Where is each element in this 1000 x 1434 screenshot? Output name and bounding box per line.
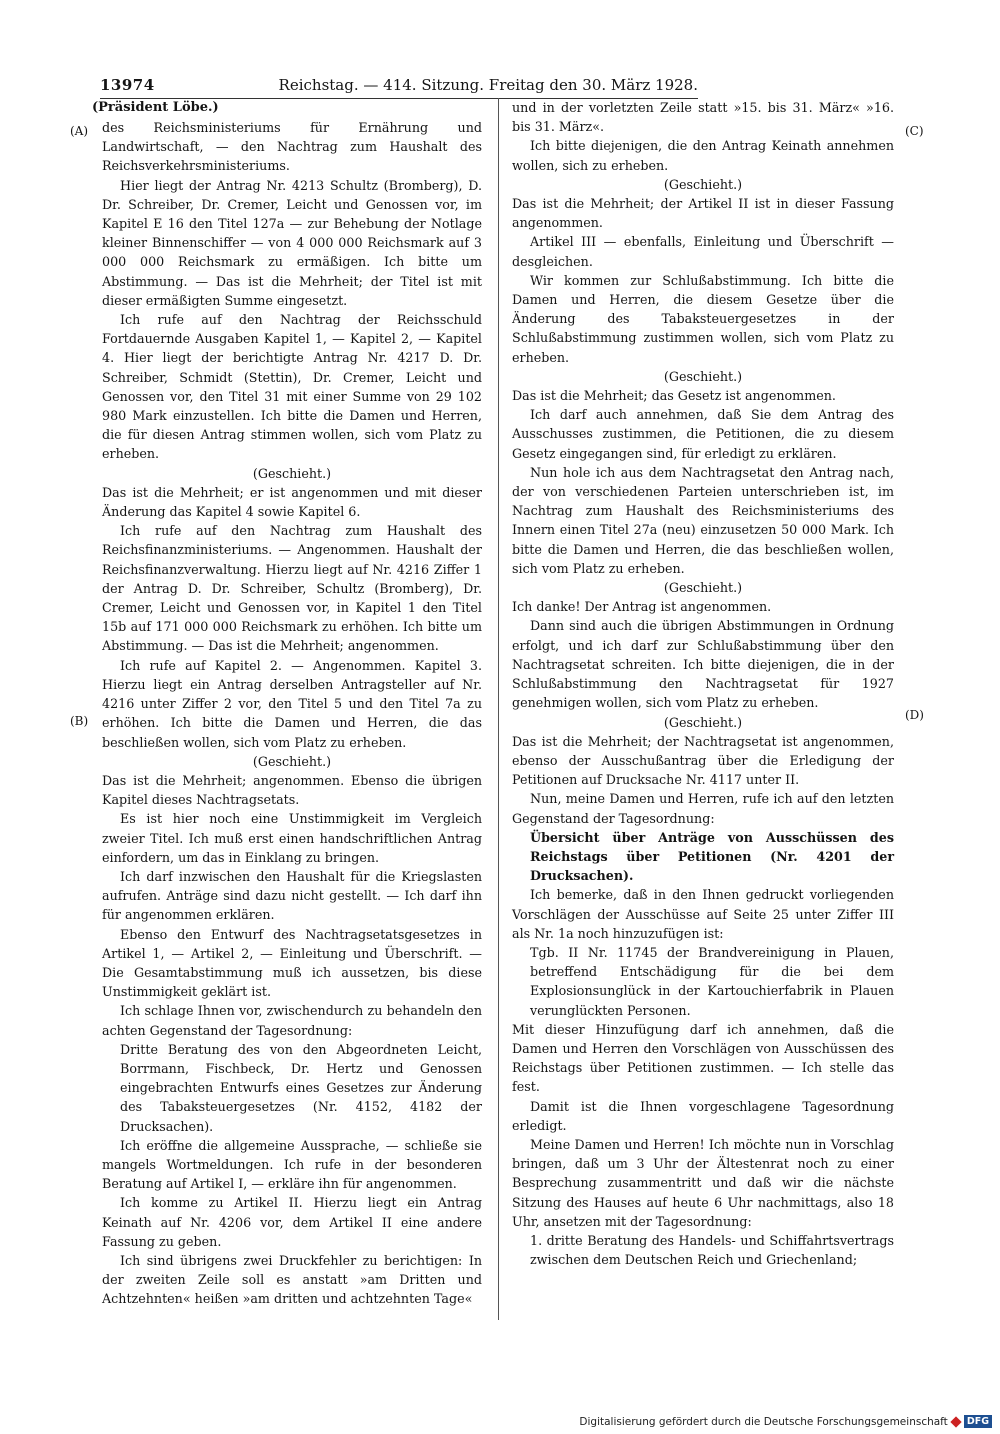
paragraph: Ich schlage Ihnen vor, zwischendurch zu behandeln den achten Gegenstand der Tagesordnung: <box>102 1003 482 1038</box>
paragraph: Das ist die Mehrheit; angenommen. Ebenso die übrigen Kapitel dieses Nachtragsetats. <box>102 772 482 808</box>
paragraph: Das ist die Mehrheit; der Nachtragsetat ist angenommen, ebenso der Ausschußantrag über die Erledigung der Petitionen auf Drucksache Nr. 4117 unter II. <box>512 733 894 788</box>
paragraph: Ich darf auch annehmen, daß Sie dem Antrag des Ausschusses zustimmen, die Petitionen, die zu diesem Gesetz eingegangen sind, für erledigt zu erklären. <box>512 407 894 461</box>
page-number: 13974 <box>100 76 155 94</box>
paragraph: Ich danke! Der Antrag ist angenommen. <box>512 599 772 615</box>
paragraph: Das ist die Mehrheit; der Artikel II ist in dieser Fassung angenommen. <box>512 196 894 231</box>
margin-mark-d: (D) <box>905 708 924 722</box>
paragraph: Ebenso den Entwurf des Nachtragsetatsgesetzes in Artikel 1, — Artikel 2, — Einleitung und Überschrift. — Die Gesamtabstimmung muß ich aussetzen, bis diese Unstimmigkeit geklärt ist. <box>102 926 482 1000</box>
paragraph: Das ist die Mehrheit; das Gesetz ist angenommen. <box>512 388 836 404</box>
running-title: Reichstag. — 414. Sitzung. Freitag den 30. März 1928. <box>278 76 698 94</box>
paragraph: Ich sind übrigens zwei Druckfehler zu berichtigen: In der zweiten Zeile soll es anstatt »am Dritten und Achtzehnten« heißen »am dritten und achtzehnten Tage« <box>102 1252 482 1307</box>
paragraph: Hier liegt der Antrag Nr. 4213 Schultz (Bromberg), D. Dr. Schreiber, Dr. Cremer, Leicht und Genossen vor, im Kapitel E 16 den Titel 127a — zur Behebung der Notlage kleiner Binnenschiffer — von 4 000 000 Reichsmark auf 3 000 000 Reichsmark zu ermäßigen. Ich bitte um Abstimmung. — Das ist die Mehrheit; der Titel ist mit dieser ermäßigten Summe eingesetzt. <box>102 177 482 308</box>
paragraph: Ich komme zu Artikel II. Hierzu liegt ein Antrag Keinath auf Nr. 4206 vor, dem Artikel II eine andere Fassung zu geben. <box>102 1195 482 1249</box>
paragraph: Dritte Beratung des von den Abgeordneten Leicht, Borrmann, Fischbeck, Dr. Hertz und Genossen eingebrachten Entwurfs eines Gesetzes zur Änderung des Tabaksteuergesetzes (Nr. 4152, 4182 der Drucksachen). <box>120 1041 482 1134</box>
paragraph: Das ist die Mehrheit; er ist angenommen und mit dieser Änderung das Kapitel 4 sowie Kapitel 6. <box>102 484 482 520</box>
margin-mark-c: (C) <box>905 124 924 138</box>
paragraph: Mit dieser Hinzufügung darf ich annehmen, daß die Damen und Herren den Vorschlägen von Ausschüssen des Reichstags über Petitionen zustimmen. — Ich stelle das fest. <box>512 1021 894 1095</box>
paragraph: Artikel III — ebenfalls, Einleitung und Überschrift — desgleichen. <box>512 234 894 269</box>
speaker-tag: (Präsident Löbe.) <box>92 100 219 115</box>
paragraph: Ich eröffne die allgemeine Aussprache, — schließe sie mangels Wortmeldungen. Ich rufe in der besonderen Beratung auf Artikel I, — erkläre ihn für angenommen. <box>102 1137 482 1192</box>
paragraph: Nun, meine Damen und Herren, rufe ich auf den letzten Gegenstand der Tagesordnung: <box>512 791 894 826</box>
right-column <box>512 98 894 1269</box>
paragraph: Ich rufe auf Kapitel 2. — Angenommen. Kapitel 3. Hierzu liegt ein Antrag derselben Antragsteller auf Nr. 4216 unter Ziffer 2 vor, den Titel 5 und den Titel 7a zu erhöhen. Ich bitte die Damen und Herren, die das beschließen wollen, sich vom Platz zu erheben. <box>102 657 482 750</box>
margin-mark-b: (B) <box>70 714 89 728</box>
paragraph: Damit ist die Ihnen vorgeschlagene Tagesordnung erledigt. <box>512 1098 894 1133</box>
paragraph: (Geschieht.) <box>663 176 743 192</box>
footer <box>579 1415 992 1428</box>
paragraph: (Geschieht.) <box>663 714 743 730</box>
paragraph: 1. dritte Beratung des Handels- und Schiffahrtsvertrags zwischen dem Deutschen Reich und Griechenland; <box>530 1232 894 1268</box>
paragraph: Ich bitte diejenigen, die den Antrag Keinath annehmen wollen, sich zu erheben. <box>512 138 894 173</box>
paragraph: und in der vorletzten Zeile statt »15. bis 31. März« »16. bis 31. März«. <box>512 100 894 135</box>
paragraph: (Geschieht.) <box>663 368 743 384</box>
paragraph: Ich darf inzwischen den Haushalt für die Kriegslasten aufrufen. Anträge sind dazu nicht gestellt. — Ich darf ihn für angenommen erklären. <box>102 868 482 923</box>
footer-text: Digitalisierung gefördert durch die Deutsche Forschungsgemeinschaft <box>579 1415 948 1428</box>
page-header <box>100 76 698 99</box>
dfg-logo: DFG <box>964 1415 992 1428</box>
dfg-diamond-icon <box>950 1416 961 1427</box>
paragraph: (Geschieht.) <box>663 580 743 596</box>
paragraph: Ich rufe auf den Nachtrag zum Haushalt des Reichsfinanzministeriums. — Angenommen. Haushalt der Reichsfinanzverwaltung. Hierzu liegt auf Nr. 4216 Ziffer 1 der Antrag D. Dr. Schreiber, Schultz (Bromberg), Dr. Cremer, Leicht und Genossen vor, in Kapitel 1 den Titel 15b auf 171 000 000 Reichsmark zu erhöhen. Ich bitte um Abstimmung. — Das ist die Mehrheit; angenommen. <box>102 523 482 654</box>
paragraph: Es ist hier noch eine Unstimmigkeit im Vergleich zweier Titel. Ich muß erst einen handschriftlichen Antrag einfordern, um das in Einklang zu bringen. <box>102 811 482 865</box>
paragraph: Wir kommen zur Schlußabstimmung. Ich bitte die Damen und Herren, die diesem Gesetze über die Änderung des Tabaksteuergesetzes in der Schlußabstimmung zustimmen wollen, sich vom Platz zu erheben. <box>512 272 894 365</box>
paragraph: Dann sind auch die übrigen Abstimmungen in Ordnung erfolgt, und ich darf zur Schlußabstimmung über den Nachtragsetat schreiten. Ich bitte diejenigen, die in der Schlußabstimmung den Nachtragsetat für 1927 genehmigen wollen, sich vom Platz zu erheben. <box>512 618 894 711</box>
paragraph: Meine Damen und Herren! Ich möchte nun in Vorschlag bringen, daß um 3 Uhr der Ältestenrat noch zu einer Besprechung zusammentritt und daß wir die nächste Sitzung des Hauses auf heute 6 Uhr nachmittags, also 18 Uhr, ansetzen mit der Tagesordnung: <box>512 1136 894 1229</box>
left-column <box>102 118 482 1309</box>
paragraph: Ich rufe auf den Nachtrag der Reichsschuld Fortdauernde Ausgaben Kapitel 1, — Kapitel 2, — Kapitel 4. Hier liegt der berichtigte Antrag Nr. 4217 D. Dr. Schreiber, Schmidt (Stettin), Dr. Cremer, Leicht und Genossen vor, den Titel 31 mit einer Summe von 29 102 980 Mark einzustellen. Ich bitte die Damen und Herren, die für diesen Antrag stimmen wollen, sich vom Platz zu erheben. <box>102 312 482 462</box>
paragraph: Ich bemerke, daß in den Ihnen gedruckt vorliegenden Vorschlägen der Ausschüsse auf Seite 25 unter Ziffer III als Nr. 1a noch hinzuzufügen ist: <box>512 887 894 941</box>
paragraph: Nun hole ich aus dem Nachtragsetat den Antrag nach, der von verschiedenen Parteien unterschrieben ist, im Nachtrag zum Haushalt des Reichsministeriums des Innern einen Titel 27a (neu) einzusetzen 50 000 Mark. Ich bitte die Damen und Herren, die das beschließen wollen, sich vom Platz zu erheben. <box>512 464 894 576</box>
paragraph: (Geschieht.) <box>252 465 332 481</box>
paragraph: (Geschieht.) <box>252 753 332 769</box>
column-divider <box>498 98 499 1320</box>
margin-mark-a: (A) <box>70 124 89 138</box>
paragraph: Tgb. II Nr. 11745 der Brandvereinigung in Plauen, betreffend Entschädigung für die bei dem Explosionsunglück in der Kartouchierfabrik in Plauen verunglückten Personen. <box>530 944 894 1018</box>
paragraph: Übersicht über Anträge von Ausschüssen des Reichstags über Petitionen (Nr. 4201 der Drucksachen). <box>530 829 894 884</box>
paragraph: des Reichsministeriums für Ernährung und Landwirtschaft, — den Nachtrag zum Haushalt des Reichsverkehrsministeriums. <box>102 120 482 174</box>
